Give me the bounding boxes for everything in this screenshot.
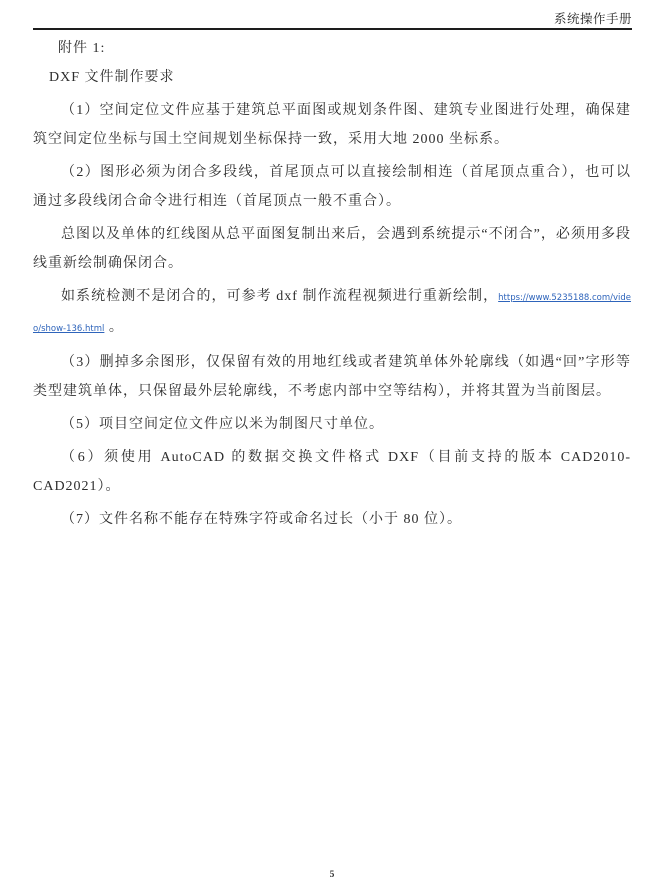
paragraph-3: 总图以及单体的红线图从总平面图复制出来后，会遇到系统提示“不闭合”，必须用多段线重新绘制确保闭合。 (33, 227, 631, 271)
page-footer (0, 870, 664, 880)
attachment-label: 附件 1: (58, 41, 106, 56)
paragraph-4 (33, 282, 631, 344)
paragraph-8: （7）文件名称不能存在特殊字符或命名过长（小于 80 位）。 (61, 512, 462, 527)
document-body (33, 34, 631, 534)
paragraph-4-text: 如系统检测不是闭合的，可参考 dxf 制作流程视频进行重新绘制， (61, 289, 499, 304)
header-title: 系统操作手册 (553, 12, 632, 26)
page-number: 5 (329, 870, 335, 880)
paragraph-4-trailing-text: 。 (108, 320, 124, 335)
paragraph-7: （6）须使用 AutoCAD 的数据交换文件格式 DXF（目前支持的版本 CAD2010-CAD2021）。 (33, 450, 631, 494)
paragraph-6: （5）项目空间定位文件应以米为制图尺寸单位。 (61, 417, 384, 432)
paragraph-5: （3）删掉多余图形，仅保留有效的用地红线或者建筑单体外轮廓线（如遇“回”字形等类型建筑单体，只保留最外层轮廓线，不考虑内部中空等结构），并将其置为当前图层。 (33, 355, 631, 399)
paragraph-1: （1）空间定位文件应基于建筑总平面图或规划条件图、建筑专业图进行处理，确保建筑空间定位坐标与国土空间规划坐标保持一致，采用大地 2000 坐标系。 (33, 103, 631, 147)
page-header (33, 12, 632, 30)
document-title: DXF 文件制作要求 (49, 70, 175, 85)
video-tutorial-link[interactable]: https://www.5235188.com/video/show-136.html (33, 293, 631, 334)
paragraph-2: （2）图形必须为闭合多段线，首尾顶点可以直接绘制相连（首尾顶点重合），也可以通过多段线闭合命令进行相连（首尾顶点一般不重合）。 (33, 165, 631, 209)
